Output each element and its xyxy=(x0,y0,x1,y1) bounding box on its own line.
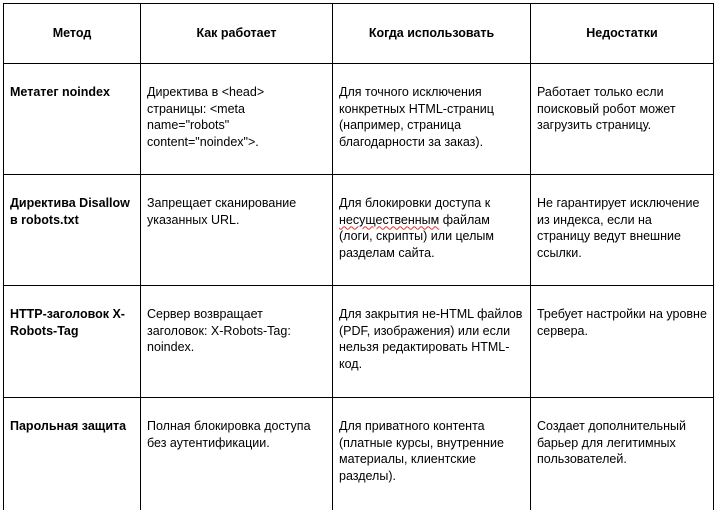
when-text xyxy=(333,175,530,261)
cell-how xyxy=(141,398,333,510)
when-text-start: Для блокировки доступа к xyxy=(339,196,490,210)
method-name: Директива Disallow в robots.txt xyxy=(4,175,140,228)
cons-text: Работает только если поисковый робот может загрузить страницу. xyxy=(531,64,713,134)
cons-text: Требует настройки на уровне сервера. xyxy=(531,286,713,339)
cell-method xyxy=(4,175,141,286)
table-row xyxy=(4,398,714,510)
cons-text: Создает дополнительный барьер для легитимных пользователей. xyxy=(531,398,713,468)
when-text-end: файлам (логи, скрипты) или целым разделам сайта. xyxy=(339,213,494,260)
header-row xyxy=(4,4,714,64)
when-text: Для закрытия не-HTML файлов (PDF, изображения) или если нельзя редактировать HTML-код. xyxy=(333,286,530,372)
cell-method xyxy=(4,286,141,398)
cell-cons xyxy=(531,64,714,175)
header-cons: Недостатки xyxy=(531,4,714,64)
table-row xyxy=(4,286,714,398)
method-name: Парольная защита xyxy=(4,398,140,435)
header-when: Когда использовать xyxy=(333,4,531,64)
how-text: Запрещает сканирование указанных URL. xyxy=(141,175,332,228)
cons-text: Не гарантирует исключение из индекса, если на страницу ведут внешние ссылки. xyxy=(531,175,713,261)
cell-method xyxy=(4,398,141,510)
when-text: Для точного исключения конкретных HTML-страниц (например, страница благодарности за заказ). xyxy=(333,64,530,150)
how-text: Сервер возвращает заголовок: X-Robots-Tag: noindex. xyxy=(141,286,332,356)
cell-cons xyxy=(531,286,714,398)
cell-how xyxy=(141,286,333,398)
table-row xyxy=(4,175,714,286)
spellcheck-marked-word: несущественным xyxy=(339,213,439,227)
how-text: Директива в <head> страницы: <meta name="robots" content="noindex">. xyxy=(141,64,332,150)
method-name: Метатег noindex xyxy=(4,64,140,101)
cell-when xyxy=(333,175,531,286)
cell-when xyxy=(333,286,531,398)
cell-cons xyxy=(531,175,714,286)
cell-when xyxy=(333,64,531,175)
how-text: Полная блокировка доступа без аутентификации. xyxy=(141,398,332,451)
header-how: Как работает xyxy=(141,4,333,64)
header-method: Метод xyxy=(4,4,141,64)
cell-how xyxy=(141,175,333,286)
when-text: Для приватного контента (платные курсы, внутренние материалы, клиентские разделы). xyxy=(333,398,530,484)
cell-when xyxy=(333,398,531,510)
cell-cons xyxy=(531,398,714,510)
table-row xyxy=(4,64,714,175)
method-name: HTTP-заголовок X-Robots-Tag xyxy=(4,286,140,339)
cell-method xyxy=(4,64,141,175)
comparison-table xyxy=(3,3,714,510)
cell-how xyxy=(141,64,333,175)
